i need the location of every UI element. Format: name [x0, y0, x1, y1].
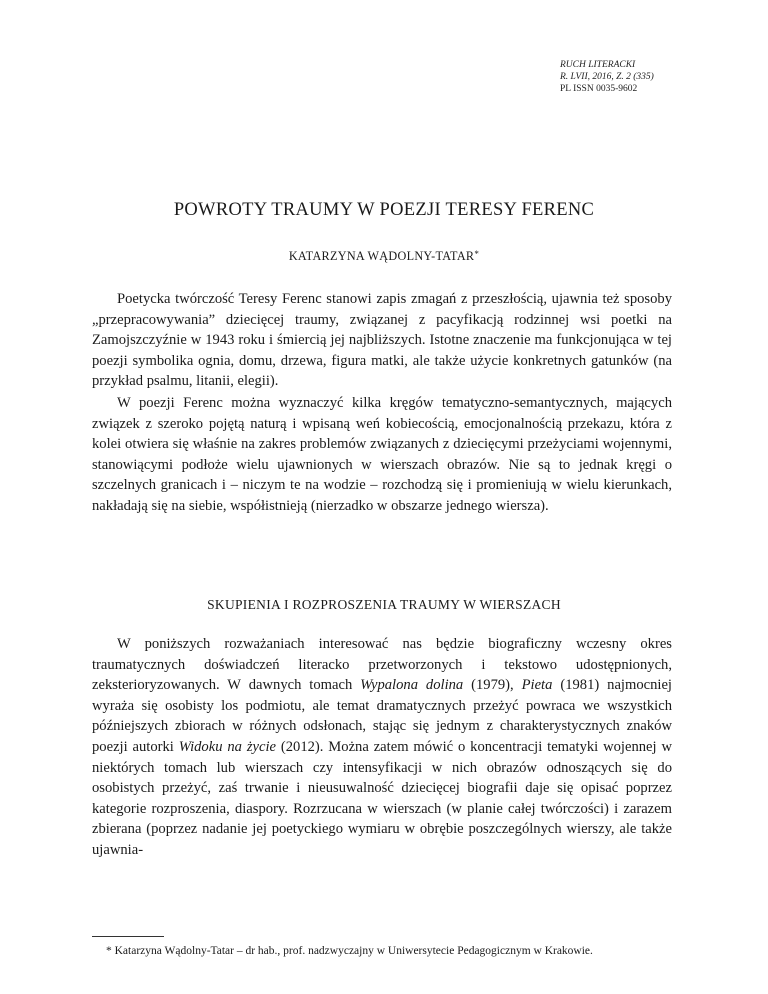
book-title-pieta: Pieta: [521, 677, 553, 694]
intro-paragraph-1: Poetycka twórczość Teresy Ferenc stanowi zapis zmagań z przeszłością, ujawnia też sposoby „przepracowywania” dziecięcej traumy, związanej z pacyfikacją rodzinnej wsi poetki na Zamojszczyźnie w 1943 roku i śmiercią jej najbliższych. Istotne znaczenie ma funkcjonująca w tej poezji symbolika ognia, domu, drzewa, figura matki, ale także użycie konkretnych gatunków (na przykład psalmu, litanii, elegii).: [92, 291, 672, 390]
journal-volume: R. LVII, 2016, Z. 2 (335): [560, 72, 654, 82]
footnote-divider: [92, 936, 164, 937]
article-author: [0, 249, 768, 264]
book-title-widoku-na-zycie: Widoku na życie: [178, 738, 277, 755]
journal-name: RUCH LITERACKI: [560, 60, 636, 70]
section-paragraph-1: [92, 634, 672, 861]
intro-paragraph-2: W poezji Ferenc można wyznaczyć kilka kręgów tematyczno-semantycznych, mających związek z szeroko pojętą naturą i wpisaną weń kobiecością, emocjonalnością przekazu, która z kolei otwiera się właśnie na zakres problemów związanych z dziecięcymi przeżyciami wojennymi, stanowiącymi podłoże wielu ujawnionych w wierszach obrazów. Nie są to jednak kręgi o szczelnych granicach i – niczym te na wodzie – rozchodzą się i promieniują w wielu kierunkach, nakładają się na siebie, współistnieją (nierzadko w obszarze jednego wiersza).: [92, 395, 672, 514]
journal-issn: PL ISSN 0035-9602: [560, 84, 638, 94]
section-heading: SKUPIENIA I ROZPROSZENIA TRAUMY W WIERSZACH: [207, 597, 561, 612]
article-title: POWROTY TRAUMY W POEZJI TERESY FERENC: [173, 200, 595, 220]
book-title-wypalona-dolina: Wypalona dolina: [360, 677, 464, 694]
paragraph-text-a: W poniższych rozważaniach interesować nas będzie biograficzny wczesny okres traumatycznych doświadczeń literacko przetworzonych i tekstowo udostępnionych, zeksterioryzowanych. W dawnych tomach: [92, 636, 672, 694]
author-name: KATARZYNA WĄDOLNY-TATAR: [288, 249, 475, 263]
footnote: [92, 943, 672, 959]
paragraph-text-b: (1979),: [463, 677, 522, 694]
paragraph-text-c: (1981) najmocniej wyraża się osobisty los podmiotu, ale temat dramatycznych przeżyć powraca we wszystkich późniejszych zbiorach w różnych odsłonach, stając się jednym z charakterystycznych znaków poezji autorki: [92, 677, 672, 755]
footnote-text: Katarzyna Wądolny-Tatar – dr hab., prof. nadzwyczajny w Uniwersytecie Pedagogicznym w Krakowie.: [114, 945, 593, 957]
journal-header: [560, 59, 750, 95]
footnote-mark: *: [106, 945, 112, 957]
author-footnote-mark: *: [474, 249, 480, 259]
paragraph-text-d: (2012). Można zatem mówić o koncentracji tematyki wojennej w niektórych tomach lub wierszach czy intensyfikacji w nich obrazów odnoszących się do osobistych przeżyć, zaś trwanie i nieusuwalność dziecięcej biografii daje się opisać poprzez kategorie rozproszenia, diaspory. Rozrzucana w wierszach (w planie całej twórczości) i zarazem zbierana (poprzez nadanie jej poetyckiego wymiaru w obrębie poszczególnych wierszy, ale także ujawnia-: [92, 738, 672, 858]
